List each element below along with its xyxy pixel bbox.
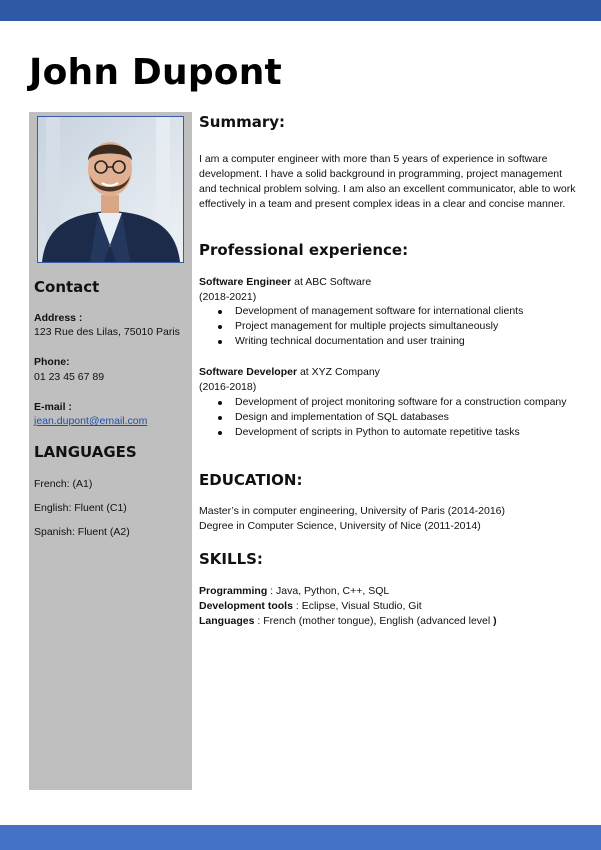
email-label: E-mail : xyxy=(34,401,72,413)
job-period: (2016-2018) xyxy=(199,381,257,393)
phone-value: 01 23 45 67 89 xyxy=(34,371,105,383)
experience-heading: Professional experience: xyxy=(199,241,409,259)
education-item: Master’s in computer engineering, University of Paris (2014-2016) xyxy=(199,505,506,517)
language-item: French: (A1) xyxy=(34,478,93,490)
skill-label: Development tools xyxy=(199,600,293,612)
profile-photo xyxy=(37,116,184,263)
summary-text: I am a computer engineer with more than 5 years of experience in software development. I have a solid background in programming, project management and technical problem solving. I am also an excellent communicator, able to work effectively in a team and present complex ideas in a clear and concise manner. xyxy=(199,153,576,210)
bottom-color-bar xyxy=(0,825,601,850)
sidebar xyxy=(29,112,192,790)
duty-list xyxy=(199,395,579,440)
duty-item: Development of project monitoring software for a construction company xyxy=(199,395,579,410)
job-title: Software Developer xyxy=(199,366,298,378)
job-line xyxy=(199,275,371,290)
skill-label: Languages xyxy=(199,615,255,627)
job-period: (2018-2021) xyxy=(199,291,257,303)
job-title: Software Engineer xyxy=(199,276,292,288)
skills-heading: SKILLS: xyxy=(199,550,263,568)
skill-item: Programming : Java, Python, C++, SQL xyxy=(199,585,390,597)
duty-item: Design and implementation of SQL databases xyxy=(199,410,579,425)
email-link[interactable]: jean.dupont@email.com xyxy=(34,415,148,427)
skill-item: Languages : French (mother tongue), English (advanced level ) xyxy=(199,615,497,627)
duty-item: Project management for multiple projects simultaneously xyxy=(199,319,579,334)
duty-list xyxy=(199,304,579,349)
duty-item: Development of management software for international clients xyxy=(199,304,579,319)
job-line xyxy=(199,365,380,380)
education-heading: EDUCATION: xyxy=(199,471,303,489)
language-item: English: Fluent (C1) xyxy=(34,502,127,514)
job-company: at ABC Software xyxy=(291,276,372,288)
language-item: Spanish: Fluent (A2) xyxy=(34,526,130,538)
top-color-bar xyxy=(0,0,601,21)
person-name: John Dupont xyxy=(29,52,282,93)
contact-heading: Contact xyxy=(34,278,100,296)
address-label: Address : xyxy=(34,312,83,324)
duty-item: Development of scripts in Python to automate repetitive tasks xyxy=(199,425,579,440)
portrait-illustration xyxy=(38,117,183,262)
skill-item: Development tools : Eclipse, Visual Studio, Git xyxy=(199,600,422,612)
address-value: 123 Rue des Lilas, 75010 Paris xyxy=(34,326,180,338)
skill-label: Programming xyxy=(199,585,268,597)
summary-heading: Summary: xyxy=(199,113,286,131)
phone-label: Phone: xyxy=(34,356,70,368)
education-item: Degree in Computer Science, University of Nice (2011-2014) xyxy=(199,520,481,532)
job-company: at XYZ Company xyxy=(297,366,380,378)
languages-heading: LANGUAGES xyxy=(34,443,137,461)
duty-item: Writing technical documentation and user training xyxy=(199,334,579,349)
